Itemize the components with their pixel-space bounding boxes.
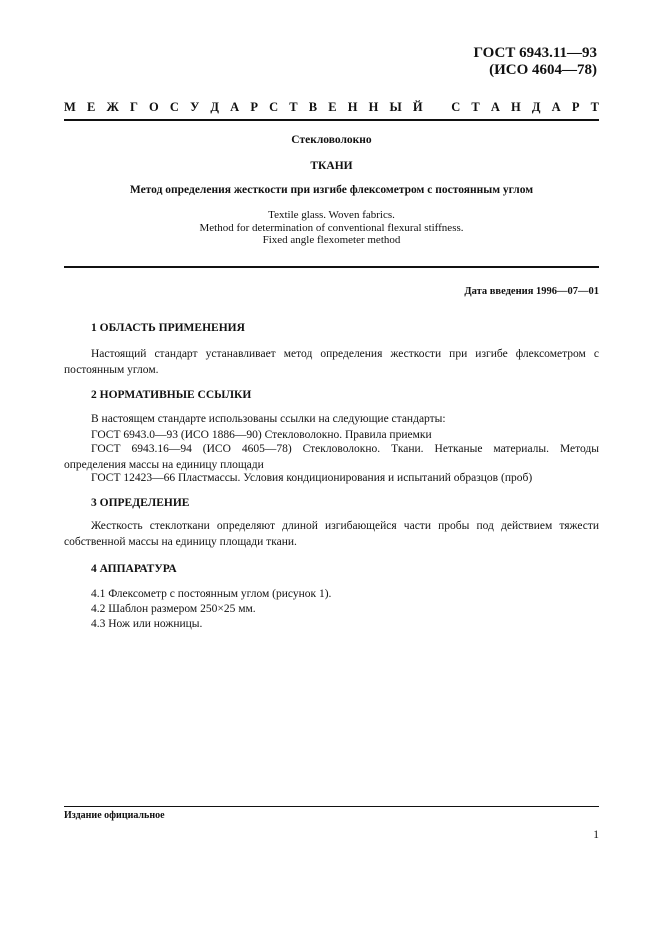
english-title <box>64 209 599 247</box>
banner-letter: Н <box>511 100 521 114</box>
banner-letter: Д <box>210 100 220 114</box>
english-title-line: Fixed angle flexometer method <box>262 234 401 247</box>
standard-code-iso: (ИСО 4604—78) <box>489 62 597 78</box>
banner-letter: А <box>490 100 500 114</box>
banner-letter: Н <box>368 100 379 114</box>
section-2-heading: 2 НОРМАТИВНЫЕ ССЫЛКИ <box>91 389 252 401</box>
banner-letter: У <box>190 100 200 114</box>
section-4-heading: 4 АППАРАТУРА <box>91 563 177 575</box>
banner-letter: Ж <box>106 100 119 114</box>
banner-letter: Д <box>531 100 541 114</box>
standard-code-gost: ГОСТ 6943.11—93 <box>473 45 597 61</box>
title-rule <box>64 266 599 268</box>
banner-letter: Е <box>328 100 337 114</box>
banner-letter: Н <box>347 100 358 114</box>
banner-letter: А <box>230 100 240 114</box>
section-4-item: 4.1 Флексометр с постоянным углом (рисунок 1). <box>91 588 332 600</box>
banner-letter: М <box>64 100 76 114</box>
reference-gost-6943-0: ГОСТ 6943.0—93 (ИСО 1886—90) Стекловолокно. Правила приемки <box>91 429 432 441</box>
page-number: 1 <box>593 829 599 841</box>
banner-letter: Р <box>571 100 580 114</box>
banner-letter: Т <box>590 100 599 114</box>
banner-letter: В <box>308 100 318 114</box>
footer-rule <box>64 806 599 807</box>
official-edition-note: Издание официальное <box>64 810 165 821</box>
interstate-standard-banner <box>64 100 599 115</box>
section-3-heading: 3 ОПРЕДЕЛЕНИЕ <box>91 497 190 509</box>
section-2-intro: В настоящем стандарте использованы ссылки на следующие стандарты: <box>91 413 446 425</box>
material-title: Стекловолокно <box>291 134 372 146</box>
effective-date: Дата введения 1996—07—01 <box>464 286 599 297</box>
section-1-heading: 1 ОБЛАСТЬ ПРИМЕНЕНИЯ <box>91 322 245 334</box>
banner-letter: Й <box>412 100 423 114</box>
banner-rule <box>64 119 599 121</box>
banner-letter: С <box>269 100 279 114</box>
section-4-item: 4.2 Шаблон размером 250×25 мм. <box>91 603 256 615</box>
banner-letter: Г <box>129 100 138 114</box>
banner-letter: Т <box>289 100 298 114</box>
banner-letter: А <box>551 100 561 114</box>
banner-gap <box>434 100 440 115</box>
banner-letter: С <box>451 100 461 114</box>
product-title: ТКАНИ <box>310 160 353 172</box>
english-title-line: Textile glass. Woven fabrics. <box>268 209 395 221</box>
banner-letter: Р <box>250 100 258 114</box>
banner-letter: Е <box>86 100 96 114</box>
banner-letter: О <box>149 100 159 114</box>
reference-gost-6943-16: ГОСТ 6943.16—94 (ИСО 4605—78) Стекловолокно. Ткани. Нетканые материалы. Методы определения массы на единицу площади <box>64 443 599 471</box>
banner-letter: С <box>169 100 179 114</box>
standard-code <box>473 45 597 79</box>
banner-letter: Ы <box>389 100 402 114</box>
method-title: Метод определения жесткости при изгибе флексометром с постоянным углом <box>129 184 534 196</box>
reference-gost-12423: ГОСТ 12423—66 Пластмассы. Условия кондиционирования и испытаний образцов (проб) <box>91 472 533 484</box>
english-title-line: Method for determination of conventional flexural stiffness. <box>199 221 464 234</box>
section-4-item: 4.3 Нож или ножницы. <box>91 618 203 630</box>
section-3-text: Жесткость стеклоткани определяют длиной изгибающейся части пробы под действием тяжести собственной массы на единицу площади ткани. <box>64 520 599 548</box>
section-1-text: Настоящий стандарт устанавливает метод определения жесткости при изгибе флексометром с постоянным углом. <box>64 348 599 376</box>
banner-letter: Т <box>471 100 480 114</box>
